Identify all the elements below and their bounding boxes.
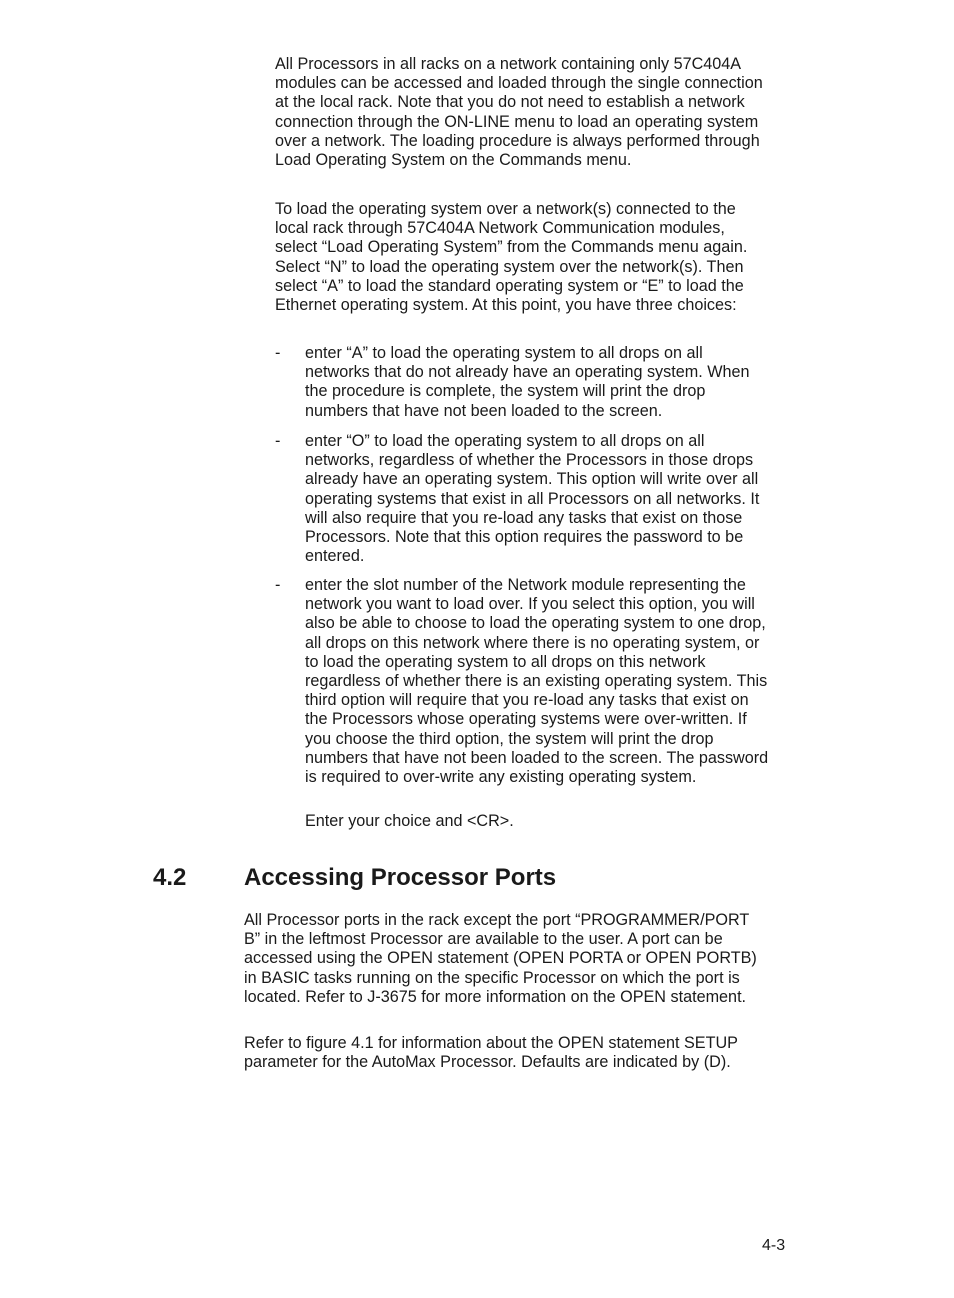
choice-prompt: Enter your choice and <CR>. xyxy=(305,812,514,830)
bullet-dash: - xyxy=(275,344,281,362)
section-paragraph-1: All Processor ports in the rack except the port “PROGRAMMER/PORT B” in the leftmost Processor are available to the user. A port can be accessed using the OPEN statement (OPEN PORTA or OPEN PORTB) in BASIC tasks running on the specific Processor on which the port is located. Refer to J-3675 for more information on the OPEN statement. xyxy=(244,911,757,1006)
section-number: 4.2 xyxy=(153,864,187,891)
section-paragraph-2: Refer to figure 4.1 for information about the OPEN statement SETUP parameter for the AutoMax Processor. Defaults are indicated by (D). xyxy=(244,1034,738,1072)
page-number: 4-3 xyxy=(762,1237,786,1254)
intro-paragraph-1: All Processors in all racks on a network containing only 57C404A modules can be accessed and loaded through the single connection at the local rack. Note that you do not need to establish a network connection through the ON-LINE menu to load an operating system over a network. The loading procedure is always performed through Load Operating System on the Commands menu. xyxy=(275,55,763,170)
choice-text: enter the slot number of the Network module representing the network you want to load over. If you select this option, you will also be able to choose to load the operating system to one drop, all drops on this network where there is no operating system, or to load the operating system to all drops on this network regardless of whether there is an existing operating system. This third option will require that you re-load any tasks that exist on the Processors whose operating systems were over-written. If you choose the third option, the system will print the drop numbers that have not been loaded to the screen. The password is required to over-write any existing operating system. xyxy=(305,576,769,787)
choice-text: enter “A” to load the operating system to all drops on all networks that do not already have an operating system. When the procedure is complete, the system will print the drop numbers that have not been loaded to the screen. xyxy=(305,344,750,420)
bullet-dash: - xyxy=(275,576,281,594)
intro-paragraph-2: To load the operating system over a network(s) connected to the local rack through 57C404A Network Communication modules, select “Load Operating System” from the Commands menu again. Select “N” to load the operating system over the network(s). Then select “A” to load the standard operating system or “E” to load the Ethernet operating system. At this point, you have three choices: xyxy=(275,200,748,315)
choice-text: enter “O” to load the operating system to all drops on all networks, regardless of whether the Processors in those drops already have an operating system. This option will write over all operating systems that exist in all Processors on all networks. It will also require that you re-load any tasks that exist on those Processors. Note that this option requires the password to be entered. xyxy=(305,432,760,566)
section-title: Accessing Processor Ports xyxy=(244,864,557,891)
bullet-dash: - xyxy=(275,432,281,450)
